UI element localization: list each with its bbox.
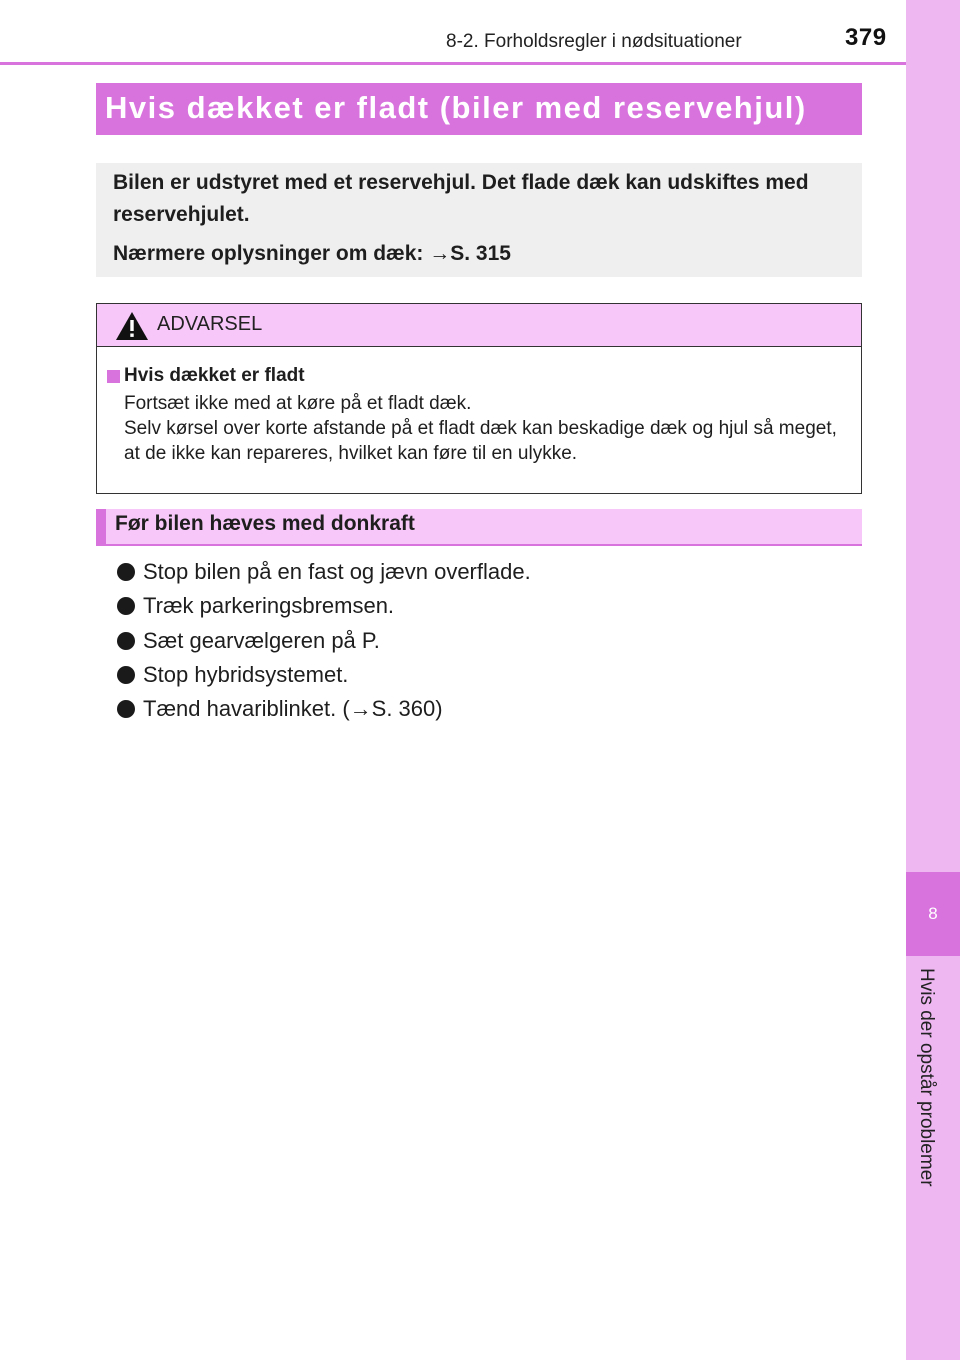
warning-text-line: Selv kørsel over korte afstande på et fladt dæk kan beskadige dæk og hjul så meget, at de ikke kan repareres, hvilket kan føre til en ulykke. [124,418,837,464]
list-item [117,555,531,589]
warning-text [124,391,847,466]
warning-text-line: Fortsæt ikke med at køre på et fladt dæk. [124,393,472,414]
square-bullet-icon [107,370,120,383]
chapter-number: 8 [928,904,938,923]
subsection-header [96,509,862,546]
warning-subheading [107,365,847,387]
step-text: Træk parkeringsbremsen. [143,593,395,619]
tire-reference: Nærmere oplysninger om dæk: →S. 315 [113,242,511,265]
chapter-title: Hvis der opstår problemer [916,968,937,1187]
page-number: 379 [845,24,887,51]
warning-triangle-icon [114,310,150,342]
warning-header [97,304,861,347]
header-divider [0,62,906,65]
list-item [117,658,531,692]
list-item [117,692,531,726]
steps-list [117,555,531,726]
intro-text: Bilen er udstyret med et reservehjul. Det flade dæk kan udskiftes med reservehjulet. [113,171,809,226]
warning-box [96,303,862,494]
section-breadcrumb: 8-2. Forholdsregler i nødsituationer [446,31,742,52]
warning-label: ADVARSEL [157,313,263,335]
step-text: Stop bilen på en fast og jævn overflade. [143,559,531,585]
warning-subheading-text: Hvis dækket er fladt [124,365,305,386]
bullet-icon [117,563,135,581]
bullet-icon [117,597,135,615]
subsection-title: Før bilen hæves med donkraft [115,512,415,535]
list-item [117,624,531,658]
bullet-icon [117,632,135,650]
bullet-icon [117,700,135,718]
chapter-number-badge [906,872,960,956]
list-item [117,589,531,623]
subsection-accent [96,509,106,544]
warning-body [97,347,861,466]
step-text: Stop hybridsystemet. [143,661,349,687]
step-text: Tænd havariblinket. (→S. 360) [143,696,443,722]
page-title: Hvis dækket er fladt (biler med reservehjul) [96,83,862,135]
intro-box [96,163,862,277]
bullet-icon [117,666,135,684]
step-text: Sæt gearvælgeren på P. [143,627,380,653]
